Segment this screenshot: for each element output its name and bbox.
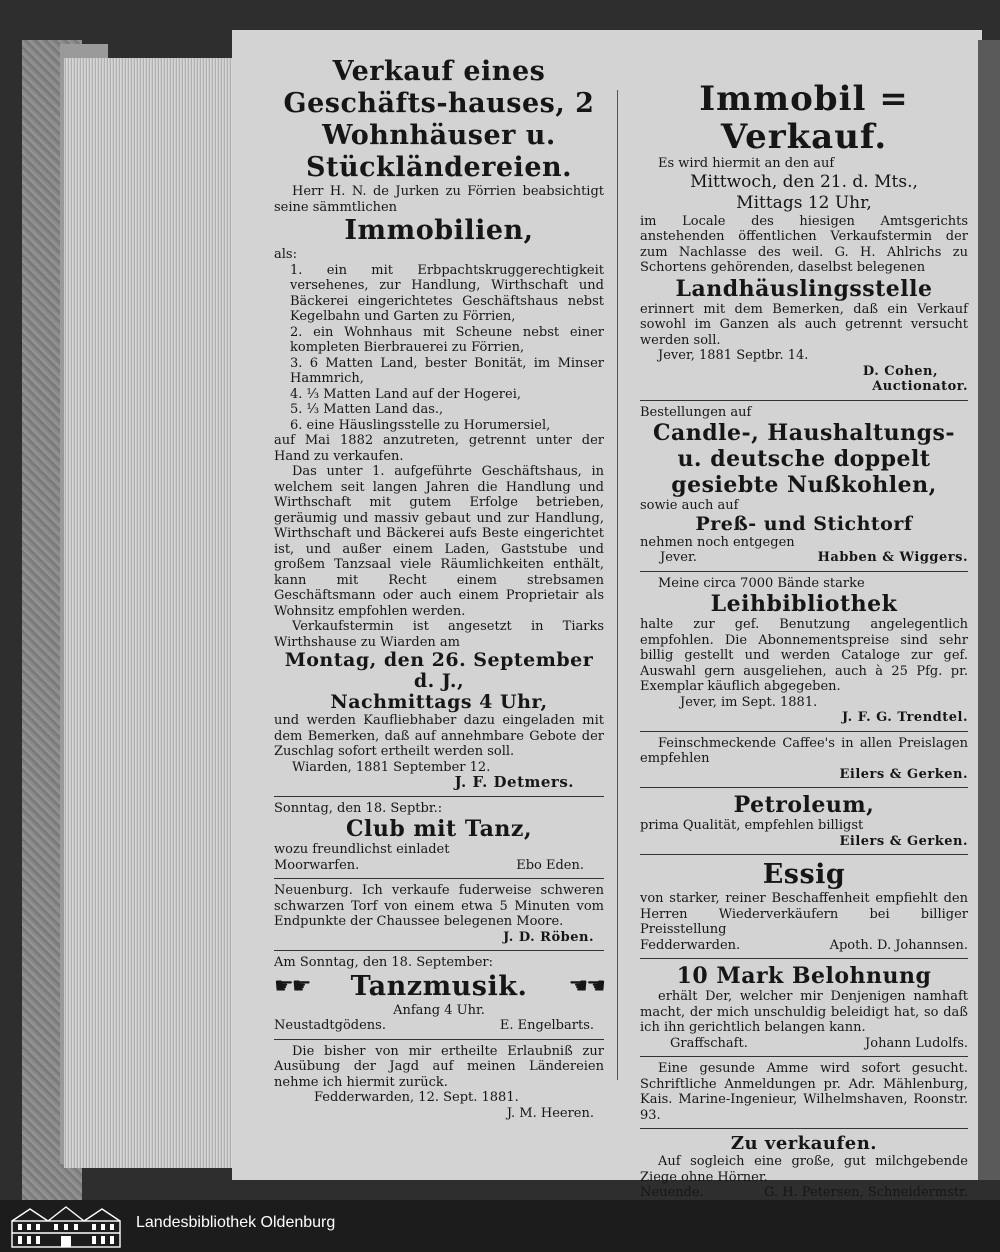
ad-kohlen <box>640 405 968 566</box>
ad-signline <box>640 1036 968 1052</box>
ad-intro: Meine circa 7000 Bände starke <box>658 575 865 591</box>
ad-signature: J. F. Detmers. <box>454 773 574 791</box>
ad-title: Leihbibliothek <box>710 591 898 617</box>
ad-name: G. H. Petersen, Schneidermstr. <box>764 1185 968 1200</box>
ad-firm: Eilers & Gerken. <box>839 833 968 849</box>
ad-signature: J. D. Röben. <box>503 929 594 945</box>
ad-text: erhält Der, welcher mir Denjenigen namhaft macht, der mich unschuldig beleidigt hat, so daß ich ihn gerichtlich belangen kann. <box>640 989 968 1035</box>
divider <box>640 1056 968 1057</box>
ad-title: Immobil = Verkauf. <box>699 79 909 157</box>
list-item: 2. ein Wohnhaus mit Scheune nebst einer kompleten Bierbrauerei zu Förrien, <box>290 324 604 355</box>
ad-text: prima Qualität, empfehlen billigst <box>640 818 864 833</box>
divider <box>640 787 968 788</box>
hand-ornament-right-icon: ☚☚ <box>568 973 604 999</box>
ad-verkauf-geschaeftshaus <box>274 56 604 791</box>
ad-time: Nachmittags 4 Uhr, <box>330 691 548 713</box>
divider <box>640 731 968 732</box>
ad-heading: Landhäuslingsstelle <box>675 275 933 302</box>
ad-also: sowie auch auf <box>640 498 739 513</box>
ad-paragraph: Das unter 1. aufgeführte Geschäftshaus, in welchem seit langen Jahren die Handlung und Wirthschaft mit gutem Erfolge betrieben, geräumig und massiv gebaut und zur Handlung, Wirthschaft und Bäckerei aufs Beste eingerichtet ist, und außer einem Laden, Gaststube und großem Tanzsaal viele Räumlichkeiten enthält, kann mit Recht einem strebsamen Geschäftsmann oder auch einem Proprietair als Wohnsitz empfohlen werden. <box>274 464 604 619</box>
ad-signline <box>274 1018 604 1034</box>
ad-signature: D. Cohen, <box>862 363 938 379</box>
ad-time: Mittags 12 Uhr, <box>736 192 872 213</box>
ad-tanzmusik <box>274 955 604 1034</box>
ad-text: Feinschmeckende Caffee's in allen Preislagen empfehlen <box>640 735 968 766</box>
right-column <box>640 80 968 1200</box>
ad-date: Am Sonntag, den 18. September: <box>274 955 493 970</box>
left-column <box>274 56 604 1126</box>
ad-title: Petroleum, <box>733 792 875 818</box>
ad-date: Sonntag, den 18. Septbr.: <box>274 800 443 816</box>
ad-place: Graffschaft. <box>670 1035 748 1051</box>
ad-text: Die bisher von mir ertheilte Erlaubniß zur Ausübung der Jagd auf meinen Ländereien nehme ich hiermit zurück. <box>274 1043 604 1090</box>
ad-essig <box>640 859 968 953</box>
list-item: 6. eine Häuslingsstelle zu Horumersiel, <box>290 417 551 433</box>
ad-title: Essig <box>762 859 846 890</box>
ad-place: Neuende. <box>640 1185 704 1200</box>
ad-place-date: Wiarden, 1881 September 12. <box>292 759 491 775</box>
ad-invite: wozu freundlichst einladet <box>274 842 450 857</box>
facing-page-edge <box>978 40 1000 1180</box>
ad-intro: Es wird hiermit an den auf <box>658 156 835 171</box>
divider <box>274 796 604 797</box>
ad-title: Verkauf eines Geschäfts-hauses, 2 Wohnhäuser u. Stückländereien. <box>283 56 595 183</box>
ad-role: Auctionator. <box>872 379 968 394</box>
ad-firm: Habben & Wiggers. <box>817 550 968 565</box>
ad-text: halte zur gef. Benutzung angelegentlich empfohlen. Die Abonnementspreise sind sehr billig gestellt und werden Cataloge zur gef. Auswahl gern ausgeliehen, auch à 25 Pfg. pr. Exemplar käuflich abgegeben. <box>640 617 968 694</box>
list-item: 1. ein mit Erbpachtskruggerechtigkeit versehenes, zur Handlung, Wirthschaft und Bäckerei eingerichtetes Geschäftshaus nebst Kegelbahn und Garten zu Förrien, <box>290 262 604 324</box>
ad-place-date: Jever, 1881 Septbr. 14. <box>658 348 809 363</box>
ad-intro: Herr H. N. de Jurken zu Förrien beabsichtigt seine sämmtlichen <box>274 184 604 215</box>
ad-intro: Bestellungen auf <box>640 404 752 420</box>
divider <box>274 1039 604 1040</box>
ad-after-items: auf Mai 1882 anzutreten, getrennt unter der Hand zu verkaufen. <box>274 433 604 464</box>
ad-name: Johann Ludolfs. <box>865 1035 968 1051</box>
ad-name: Apoth. D. Johannsen. <box>829 937 968 953</box>
ad-torf <box>274 883 604 945</box>
ad-immobil-verkauf <box>640 80 968 395</box>
list-item: 3. 6 Matten Land, bester Bonität, im Minser Hammrich, <box>290 355 604 386</box>
divider <box>640 571 968 572</box>
ad-title: Candle-, Haushaltungs- u. deutsche doppelt gesiebte Nußkohlen, <box>652 420 956 498</box>
ad-title: Zu verkaufen. <box>730 1133 878 1154</box>
ad-signature: J. F. G. Trendtel. <box>842 710 968 725</box>
ad-date: Montag, den 26. September d. J., <box>284 649 594 692</box>
ad-item-list <box>274 263 604 434</box>
ad-place: Neustadtgödens. <box>274 1018 386 1033</box>
ad-signature: J. M. Heeren. <box>506 1105 594 1121</box>
ad-note: erinnert mit dem Bemerken, daß ein Verkauf sowohl im Ganzen als auch getrennt versucht werden soll. <box>640 301 968 348</box>
ad-place-date: Jever, im Sept. 1881. <box>680 694 818 710</box>
ad-name: E. Engelbarts. <box>499 1018 594 1033</box>
ad-signline <box>274 858 604 874</box>
ad-termin: Verkaufstermin ist angesetzt in Tiarks Wirthshause zu Wiarden am <box>274 619 604 650</box>
ad-title: 10 Mark Belohnung <box>676 963 932 989</box>
library-building-logo-icon <box>10 1205 122 1249</box>
ad-text: Neuenburg. Ich verkaufe fuderweise schweren schwarzen Torf von einem etwa 5 Minuten vom Endpunkte der Chaussee belegenen Moore. <box>274 883 604 929</box>
ad-leihbibliothek <box>640 576 968 726</box>
divider <box>640 400 968 401</box>
ad-place-date: Fedderwarden, 12. Sept. 1881. <box>314 1090 519 1105</box>
ad-text: im Locale des hiesigen Amtsgerichts anstehenden öffentlichen Verkaufstermin der zum Nachlasse des weil. G. H. Ahlrichs zu Schortens gehörenden, daselbst belegenen <box>640 213 968 275</box>
ad-place: Moorwarfen. <box>274 857 360 873</box>
ad-firm: Eilers & Gerken. <box>839 766 968 782</box>
hand-ornament-left-icon: ☛☛ <box>274 973 310 999</box>
divider <box>640 854 968 855</box>
list-item: 5. ⅓ Matten Land das., <box>290 402 444 417</box>
ad-text: von starker, reiner Beschaffenheit empfiehlt den Herren Wiederverkäufern bei billiger Preisstellung <box>640 891 968 937</box>
ad-club-mit-tanz <box>274 801 604 874</box>
ad-text: Eine gesunde Amme wird sofort gesucht. Schriftliche Anmeldungen pr. Adr. Mählenburg, Kais. Marine-Ingenieur, Wilhelmshaven, Roonstr. 93. <box>640 1061 968 1123</box>
ad-place: Jever. <box>660 550 697 565</box>
ad-petroleum <box>640 792 968 849</box>
page-edges <box>64 58 238 1168</box>
divider <box>640 1128 968 1129</box>
ad-sub: Preß- und Stichtorf <box>695 512 913 535</box>
ad-zu-verkaufen <box>640 1133 968 1200</box>
footer-bar <box>0 1200 1000 1252</box>
ad-closing: und werden Kaufliebhaber dazu eingeladen mit dem Bemerken, daß auf annehmbare Gebote der Zuschlag sofort ertheilt werden soll. <box>274 713 604 759</box>
ad-heading: Immobilien, <box>344 215 534 246</box>
ad-signline <box>640 938 968 954</box>
ad-caffee <box>640 736 968 783</box>
divider <box>640 958 968 959</box>
ad-place: Fedderwarden. <box>640 937 741 953</box>
ad-take: nehmen noch entgegen <box>640 534 795 550</box>
divider <box>274 878 604 879</box>
ad-belohnung <box>640 963 968 1051</box>
ad-title-row <box>274 971 604 1003</box>
library-name: Landesbibliothek Oldenburg <box>136 1214 336 1231</box>
column-divider <box>617 90 618 1080</box>
ad-signline <box>640 1185 968 1200</box>
ad-title: Tanzmusik. <box>350 970 528 1002</box>
ad-start: Anfang 4 Uhr. <box>393 1002 485 1018</box>
ad-amme <box>640 1061 968 1123</box>
ad-signline <box>640 550 968 566</box>
ad-date: Mittwoch, den 21. d. Mts., <box>690 171 918 192</box>
ad-title: Club mit Tanz, <box>345 816 533 842</box>
ad-name: Ebo Eden. <box>516 857 584 873</box>
divider <box>274 950 604 951</box>
ad-text: Auf sogleich eine große, gut milchgebende Ziege ohne Hörner. <box>640 1154 968 1185</box>
ad-jagd <box>274 1044 604 1122</box>
list-item: 4. ⅓ Matten Land auf der Hogerei, <box>290 386 521 402</box>
ad-als: als: <box>274 247 297 262</box>
